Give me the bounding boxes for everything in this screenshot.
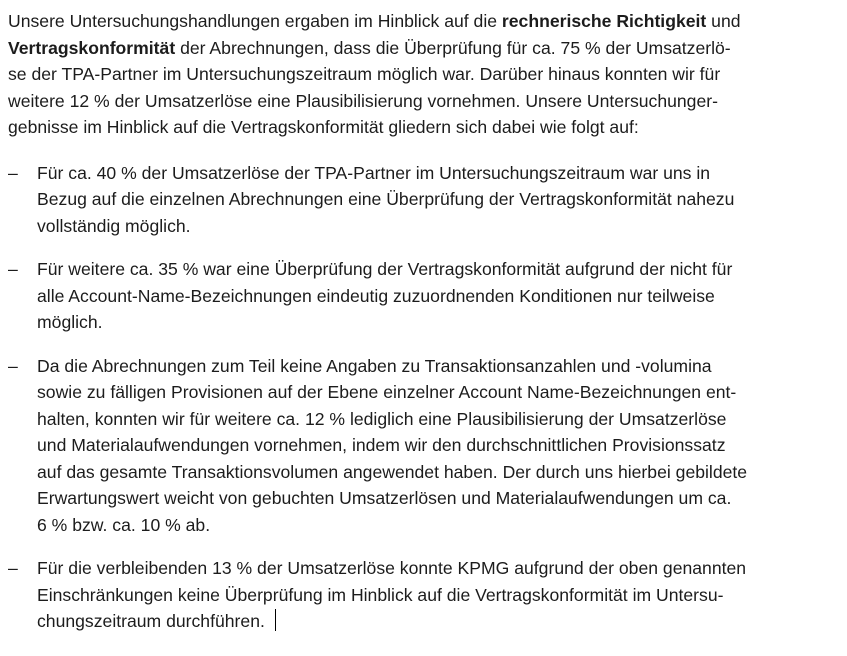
bullet-dash: – [8, 558, 18, 578]
text-line: alle Account-Name-Bezeichnungen eindeutig zuzuordnenden Konditionen nur teilweise [37, 285, 715, 306]
text-line: halten, konnten wir für weitere ca. 12 % lediglich eine Plausibilisierung der Umsatzerlöse [37, 408, 727, 429]
text-line: auf das gesamte Transaktionsvolumen angewendet haben. Der durch uns hierbei gebildete [37, 461, 748, 482]
text-line [8, 8, 844, 35]
intro-paragraph [8, 8, 844, 141]
text-cursor[interactable] [275, 609, 277, 631]
text-run: der Abrechnungen, dass die Überprüfung für ca. 75 % der Umsatzerlö- [175, 37, 731, 58]
document-body [8, 8, 844, 635]
text-line: Erwartungswert weicht von gebuchten Umsatzerlösen und Materialaufwendungen um ca. [37, 488, 732, 508]
bullet-dash: – [8, 162, 18, 183]
text-line: möglich. [37, 312, 103, 332]
list-item [8, 555, 844, 635]
text-line: gebnisse im Hinblick auf die Vertragskonformität gliedern sich dabei wie folgt auf: [8, 117, 639, 137]
text-line: Für weitere ca. 35 % war eine Überprüfung der Vertragskonformität aufgrund der nicht für [37, 259, 733, 279]
text-run: chungszeitraum durchführen. [37, 611, 265, 631]
bullet-dash: – [8, 259, 18, 279]
list-item [8, 256, 844, 336]
text-line: vollständig möglich. [37, 215, 191, 236]
text-line: Für die verbleibenden 13 % der Umsatzerlöse konnte KPMG aufgrund der oben genannten [37, 558, 747, 578]
bullet-list [8, 160, 844, 635]
text-line: Bezug auf die einzelnen Abrechnungen eine Überprüfung der Vertragskonformität nahezu [37, 189, 735, 209]
list-item [8, 353, 844, 539]
text-line: Für ca. 40 % der Umsatzerlöse der TPA-Partner im Untersuchungszeitraum war uns in [37, 162, 711, 183]
text-run: und [706, 11, 741, 31]
text-line: Einschränkungen keine Überprüfung im Hinblick auf die Vertragskonformität im Untersu- [37, 584, 724, 605]
text-line: se der TPA-Partner im Untersuchungszeitraum möglich war. Darüber hinaus konnten wir für [8, 64, 721, 84]
bold-term-vertragskonformitaet: Vertragskonformität [8, 37, 176, 58]
list-item [8, 160, 844, 240]
text-line [8, 35, 844, 62]
text-line: weitere 12 % der Umsatzerlöse eine Plausibilisierung vornehmen. Unsere Untersuchunger- [8, 90, 718, 111]
text-run: Unsere Untersuchungshandlungen ergaben im Hinblick auf die [8, 11, 502, 31]
text-line[interactable] [37, 608, 844, 635]
text-line: sowie zu fälligen Provisionen auf der Ebene einzelner Account Name-Bezeichnungen ent- [37, 382, 737, 402]
text-line: 6 % bzw. ca. 10 % ab. [37, 514, 211, 535]
text-line: Da die Abrechnungen zum Teil keine Angaben zu Transaktionsanzahlen und -volumina [37, 355, 712, 376]
text-line: und Materialaufwendungen vornehmen, indem wir den durchschnittlichen Provisionssatz [37, 435, 726, 455]
bullet-dash: – [8, 355, 18, 376]
bold-term-rechnerische-richtigkeit: rechnerische Richtigkeit [501, 11, 707, 31]
